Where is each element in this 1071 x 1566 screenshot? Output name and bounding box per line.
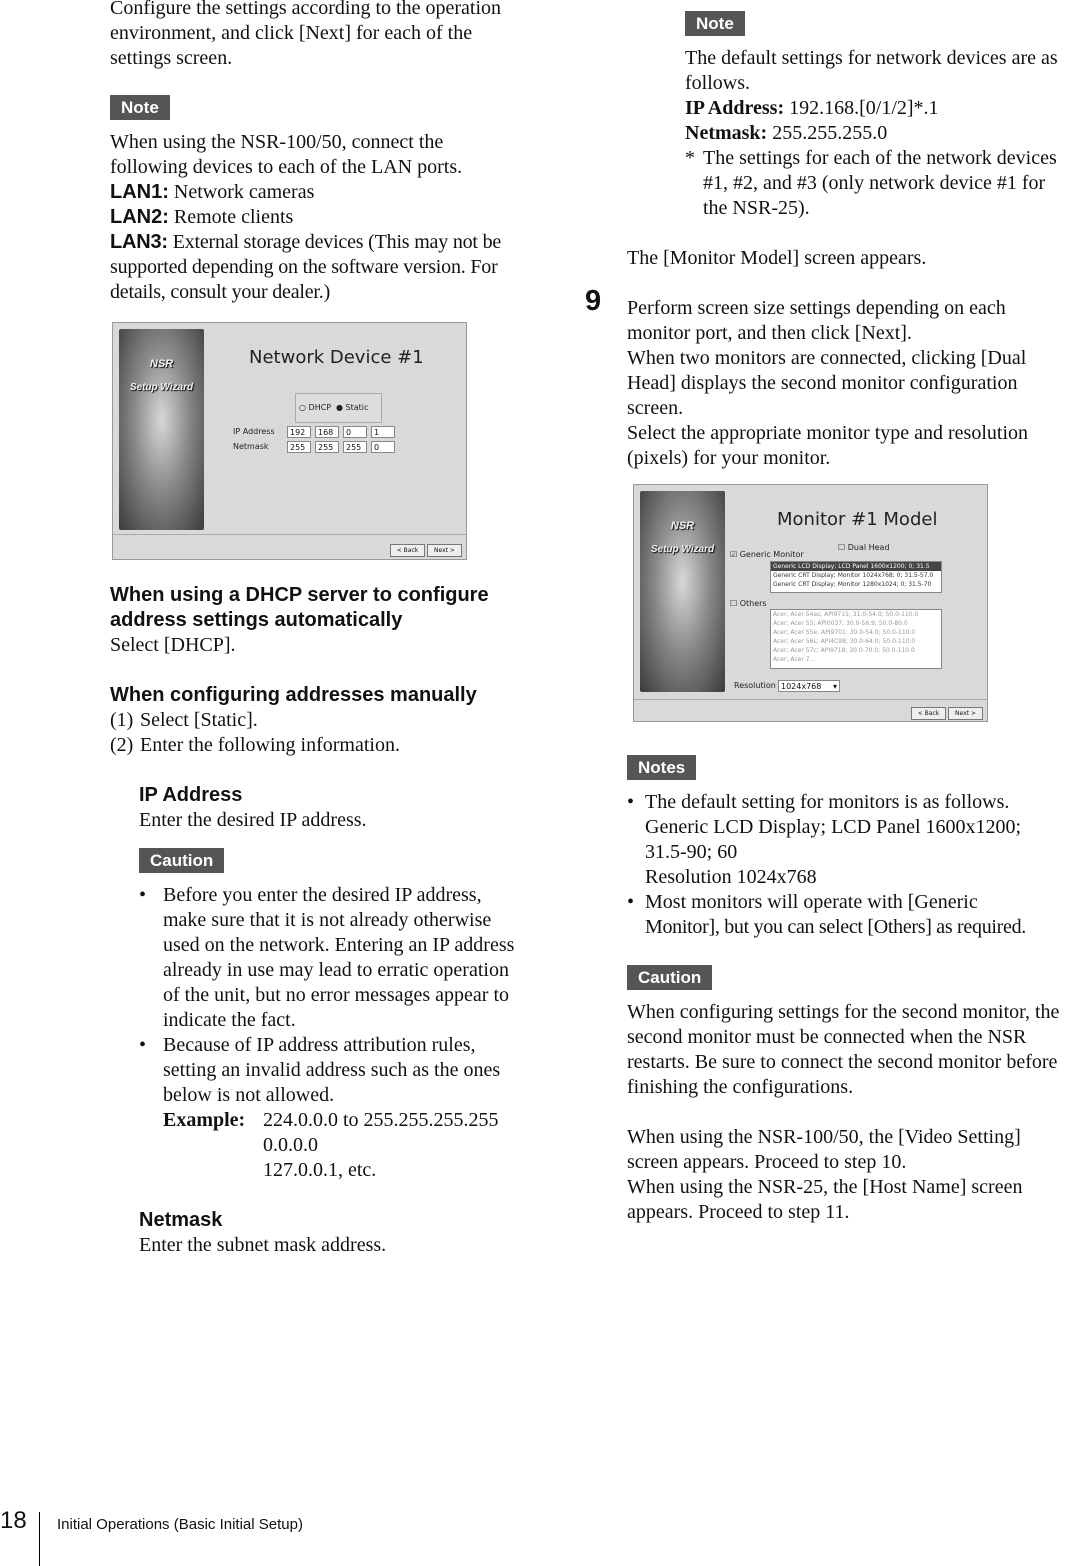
- step-number-9: 9: [585, 285, 602, 317]
- right-column: [627, 11, 1071, 271]
- screen-title-2: Monitor #1 Model: [777, 509, 938, 530]
- generic-monitor-radio[interactable]: ☑ Generic Monitor: [730, 550, 804, 559]
- manual-heading: When configuring addresses manually: [110, 684, 477, 706]
- step-1: (1) Select [Static].: [110, 709, 258, 731]
- lan1-line: LAN1: Network cameras: [110, 181, 315, 203]
- note-label: Note: [110, 95, 170, 120]
- note-box-1: [110, 95, 525, 120]
- monitor-model-screenshot: [633, 484, 988, 722]
- caution-box-1: [139, 848, 524, 873]
- button-divider: [113, 534, 466, 535]
- dhcp-heading: When using a DHCP server to configure address settings automatically: [110, 584, 489, 631]
- screen-title: Network Device #1: [249, 347, 424, 368]
- left-column: [110, 0, 525, 305]
- static-radio[interactable]: ● Static: [336, 403, 369, 412]
- footer-rule: [39, 1512, 40, 1566]
- nsr25-text: When using the NSR-25, the [Host Name] screen appears. Proceed to step 11.: [627, 1176, 1023, 1223]
- netmask-heading: Netmask: [139, 1209, 223, 1231]
- caution-label: Caution: [139, 848, 224, 873]
- page-number: 18: [0, 1507, 27, 1534]
- note-label-2: Note: [685, 11, 745, 36]
- others-monitor-list[interactable]: Acer; Acer 54as; API9715; 31.0-54.0; 50.0-110.0 Acer; Acer 55; API0037; 30.0-56.9; 50.0-80.0 Acer; Acer 55e; API9701; 30.0-54.0; 50.0-110.0 Acer; Acer 56L; API4C98; 30.0-64.0; 50.0-110.0 Acer; Acer 57c; API9718; 30.0-70.0; 50.0-110.0 Acer; Acer 7...: [770, 609, 942, 669]
- mask-octet-4[interactable]: 0: [371, 441, 395, 453]
- wizard-sidebar-2: NSR Setup Wizard: [640, 491, 725, 692]
- mask-octet-3[interactable]: 255: [343, 441, 367, 453]
- intro-paragraph: Configure the settings according to the operation environment, and click [Next] for each of the settings screen.: [110, 0, 502, 69]
- left-column-lower: [110, 583, 530, 1258]
- next-button-2[interactable]: Next >: [948, 707, 983, 720]
- resolution-label: Resolution: [734, 681, 776, 690]
- monitor-appears: The [Monitor Model] screen appears.: [627, 247, 927, 269]
- dhcp-text: Select [DHCP].: [110, 634, 236, 656]
- ip-octet-4[interactable]: 1: [371, 426, 395, 438]
- ip-octet-2[interactable]: 168: [315, 426, 339, 438]
- ip-section: [139, 783, 524, 1258]
- ip-text: Enter the desired IP address.: [139, 809, 367, 831]
- lan2-line: LAN2: Remote clients: [110, 206, 294, 228]
- others-radio[interactable]: ☐ Others: [730, 599, 767, 608]
- back-button-2[interactable]: < Back: [911, 707, 946, 720]
- ip-octet-1[interactable]: 192: [287, 426, 311, 438]
- netmask-label: Netmask: [233, 442, 269, 451]
- resolution-select[interactable]: 1024x768 ▾: [778, 680, 840, 692]
- nsr100-text: When using the NSR-100/50, the [Video Setting] screen appears. Proceed to step 10.: [627, 1126, 1021, 1173]
- next-button[interactable]: Next >: [427, 544, 462, 557]
- bullet-1: • Before you enter the desired IP address, make sure that it is not already otherwise used on the network. Entering an IP address already in use may lead to erratic operation of the unit, but no error messages appear to indicate the fact.: [139, 884, 515, 1031]
- generic-monitor-list[interactable]: Generic LCD Display; LCD Panel 1600x1200; 0; 31.5 Generic CRT Display; Monitor 1024x768; 0; 31.5-57.0 Generic CRT Display; Monitor 1280x1024; 0; 31.5-70: [770, 561, 942, 593]
- ip-octet-3[interactable]: 0: [343, 426, 367, 438]
- step-2: (2) Enter the following information.: [110, 734, 400, 756]
- step-9-text: Perform screen size settings depending on each monitor port, and then click [Next]. When two monitors are connected, clicking [Dual Head] displays the second monitor configuration screen. Select the appropriate monitor type and resolution (pixels) for your monitor.: [627, 297, 1028, 469]
- bullet-2: • Because of IP address attribution rules, setting an invalid address such as the ones below is not allowed.: [139, 1034, 501, 1106]
- example-block: Example: 224.0.0.0 to 255.255.255.255 0.0.0.0 127.0.0.1, etc.: [163, 1109, 499, 1181]
- wizard-sidebar: NSR Setup Wizard: [119, 329, 204, 530]
- dhcp-radio[interactable]: ○ DHCP: [299, 403, 332, 412]
- back-button[interactable]: < Back: [390, 544, 425, 557]
- caution2-text: When configuring settings for the second monitor, the second monitor must be connected when the NSR restarts. Be sure to connect the second monitor before finishing the configurations.: [627, 1001, 1060, 1098]
- notes-label: Notes: [627, 755, 696, 780]
- caution-label-2: Caution: [627, 965, 712, 990]
- dhcp-static-group: [295, 393, 382, 423]
- note-box-2: [685, 11, 1071, 36]
- notes-item-1: • The default setting for monitors is as follows. Generic LCD Display; LCD Panel 1600x1200; 31.5-90; 60 Resolution 1024x768: [627, 791, 1022, 888]
- right-column-lower: [627, 755, 1071, 1225]
- ip-heading: IP Address: [139, 784, 243, 806]
- dual-head-checkbox[interactable]: ☐ Dual Head: [838, 543, 890, 552]
- button-divider-2: [634, 699, 987, 700]
- note2-body: The default settings for network devices are as follows. IP Address: 192.168.[0/1/2]*.1 Netmask: 255.255.255.0 * The settings for each of the network devices #1, #2, and #3 (only network device #1 for the NSR-25).: [685, 47, 1058, 219]
- mask-octet-2[interactable]: 255: [315, 441, 339, 453]
- notes-item-2: • Most monitors will operate with [Generic Monitor], but you can select [Others] as required.: [627, 891, 1026, 938]
- caution-box-2: [627, 965, 1071, 990]
- footer-section: Initial Operations (Basic Initial Setup): [57, 1516, 303, 1533]
- ip-address-label: IP Address: [233, 427, 275, 436]
- netmask-text: Enter the subnet mask address.: [139, 1234, 387, 1256]
- network-device-screenshot: [112, 322, 467, 560]
- lan3-line: LAN3: External storage devices (This may not be supported depending on the software version. For details, consult your dealer.): [110, 231, 502, 303]
- note1-text: When using the NSR-100/50, connect the following devices to each of the LAN ports.: [110, 131, 463, 178]
- mask-octet-1[interactable]: 255: [287, 441, 311, 453]
